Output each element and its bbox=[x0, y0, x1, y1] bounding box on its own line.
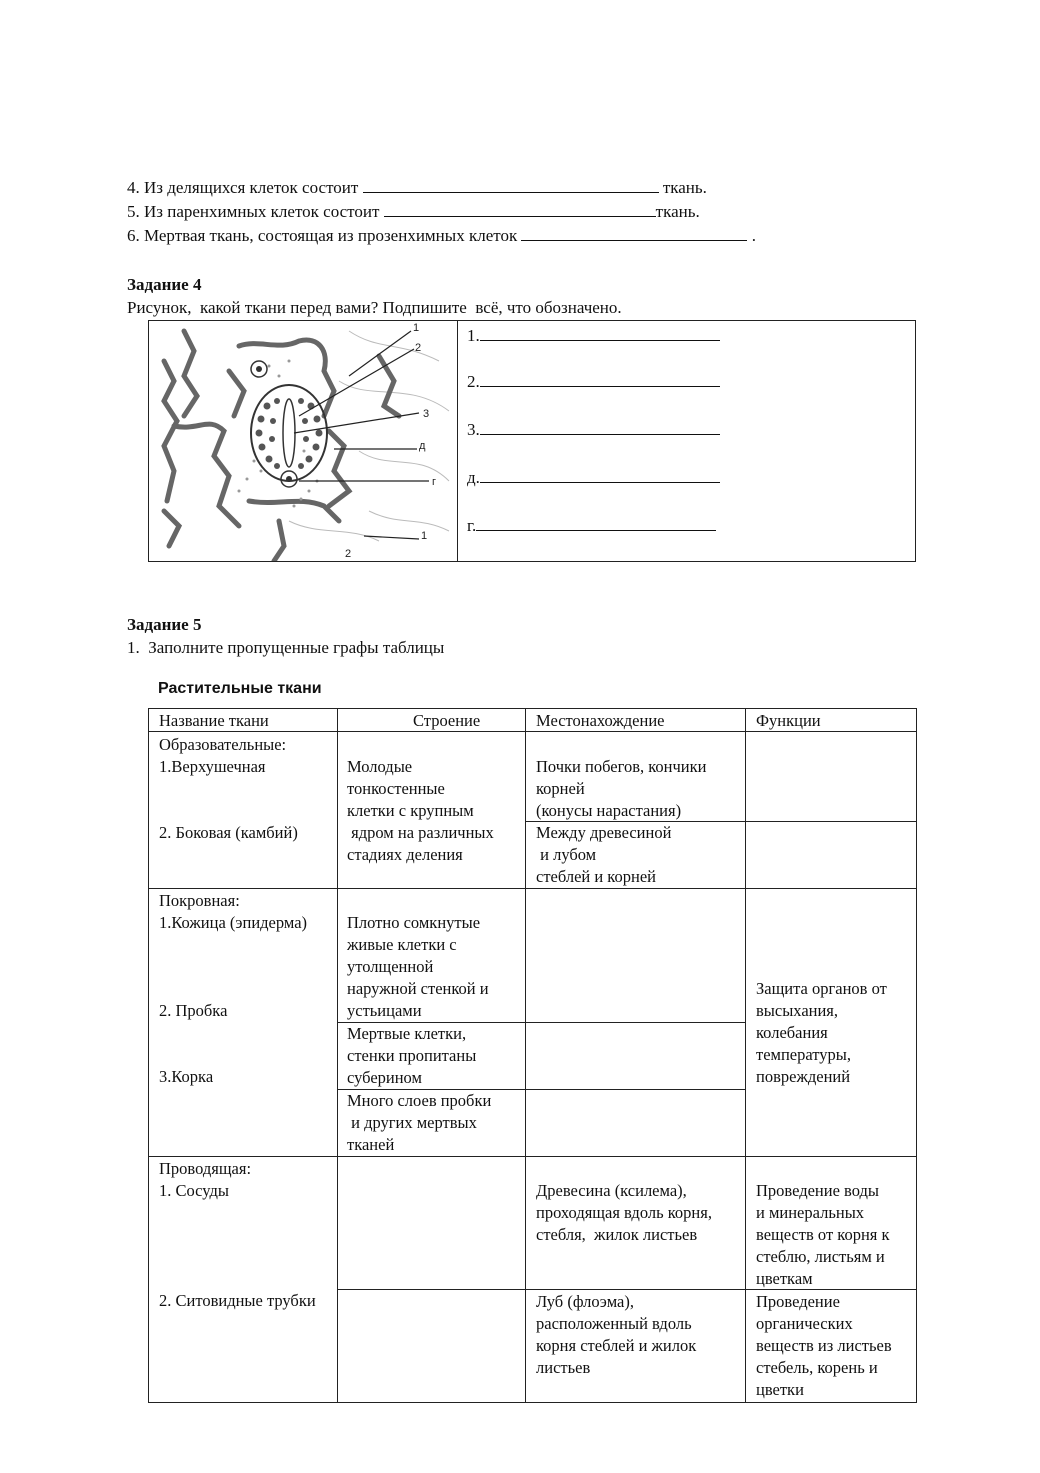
header-location: Местонахождение bbox=[536, 711, 665, 730]
answer-line: 1. bbox=[467, 325, 727, 347]
conducting-function-1: Проведение воды и минеральных веществ от корня к стеблю, листьям и цветкам bbox=[756, 1181, 890, 1288]
educational-location-1: Почки побегов, кончики корней (конусы нарастания) bbox=[536, 757, 707, 820]
figure-table bbox=[148, 320, 916, 562]
figure-label: 3 bbox=[423, 408, 430, 420]
figure-label: г bbox=[432, 476, 437, 488]
figure-label: д bbox=[419, 440, 426, 452]
task4-heading: Задание 4 bbox=[127, 275, 202, 294]
task-line-6: 6. Мертвая ткань, состоящая из прозенхимных клеток . bbox=[127, 226, 756, 245]
covering-structure-2: Мертвые клетки, стенки пропитаны суберином bbox=[347, 1024, 477, 1087]
answer-line: г. bbox=[467, 515, 727, 537]
figure-label: 1 bbox=[421, 530, 428, 542]
educational-structure: Молодые тонкостенные клетки с крупным ядром на различных стадиях деления bbox=[347, 757, 494, 864]
covering-structure-3: Много слоев пробки и других мертвых тканей bbox=[347, 1091, 492, 1154]
stomata-figure bbox=[149, 321, 458, 561]
task4-prompt: Рисунок, какой ткани перед вами? Подпишите всё, что обозначено. bbox=[127, 298, 622, 317]
task-line-5: 5. Из паренхимных клеток состоит ткань. bbox=[127, 202, 700, 221]
answer-blank[interactable] bbox=[480, 420, 720, 435]
stomata-drawing bbox=[149, 321, 457, 561]
conducting-location-2: Луб (флоэма), расположенный вдоль корня стеблей и жилок листьев bbox=[536, 1292, 697, 1377]
task5-heading: Задание 5 bbox=[127, 615, 202, 634]
figure-label: 2 bbox=[345, 548, 352, 560]
conducting-function-2: Проведение органических веществ из листьев стебель, корень и цветки bbox=[756, 1292, 892, 1399]
answer-line: 3. bbox=[467, 419, 727, 441]
covering-name: Покровная: 1.Кожица (эпидерма) 2. Пробка 3.Корка bbox=[159, 891, 308, 1086]
answer-line: д. bbox=[467, 467, 727, 489]
answer-blank[interactable] bbox=[480, 326, 720, 341]
answer-blank-4[interactable] bbox=[363, 178, 659, 193]
answer-line: 2. bbox=[467, 371, 727, 393]
table-title: Растительные ткани bbox=[158, 680, 322, 697]
answer-blank-6[interactable] bbox=[521, 226, 747, 241]
conducting-name: Проводящая: 1. Сосуды 2. Ситовидные трубки bbox=[159, 1159, 316, 1310]
figure-label: 1 bbox=[413, 322, 420, 334]
conducting-location-1: Древесина (ксилема), проходящая вдоль корня, стебля, жилок листьев bbox=[536, 1181, 712, 1244]
educational-name: Образовательные: 1.Верхушечная 2. Боковая (камбий) bbox=[159, 735, 298, 842]
covering-structure-1: Плотно сомкнутые живые клетки с утолщенной наружной стенкой и устьицами bbox=[347, 913, 489, 1020]
answer-blank[interactable] bbox=[480, 468, 720, 483]
task-line-4: 4. Из делящихся клеток состоит ткань. bbox=[127, 178, 707, 197]
answer-blank[interactable] bbox=[476, 516, 716, 531]
answer-blank[interactable] bbox=[480, 372, 720, 387]
task5-instruction: 1. Заполните пропущенные графы таблицы bbox=[127, 638, 445, 657]
header-structure: Строение bbox=[413, 711, 481, 730]
educational-location-2: Между древесиной и лубом стеблей и корней bbox=[536, 823, 672, 886]
tissue-table bbox=[148, 708, 917, 1403]
answer-blank-5[interactable] bbox=[384, 202, 656, 217]
covering-function: Защита органов от высыхания, колебания температуры, повреждений bbox=[756, 979, 887, 1086]
header-functions: Функции bbox=[756, 711, 821, 730]
figure-label: 2 bbox=[415, 342, 422, 354]
header-name: Название ткани bbox=[159, 711, 269, 730]
